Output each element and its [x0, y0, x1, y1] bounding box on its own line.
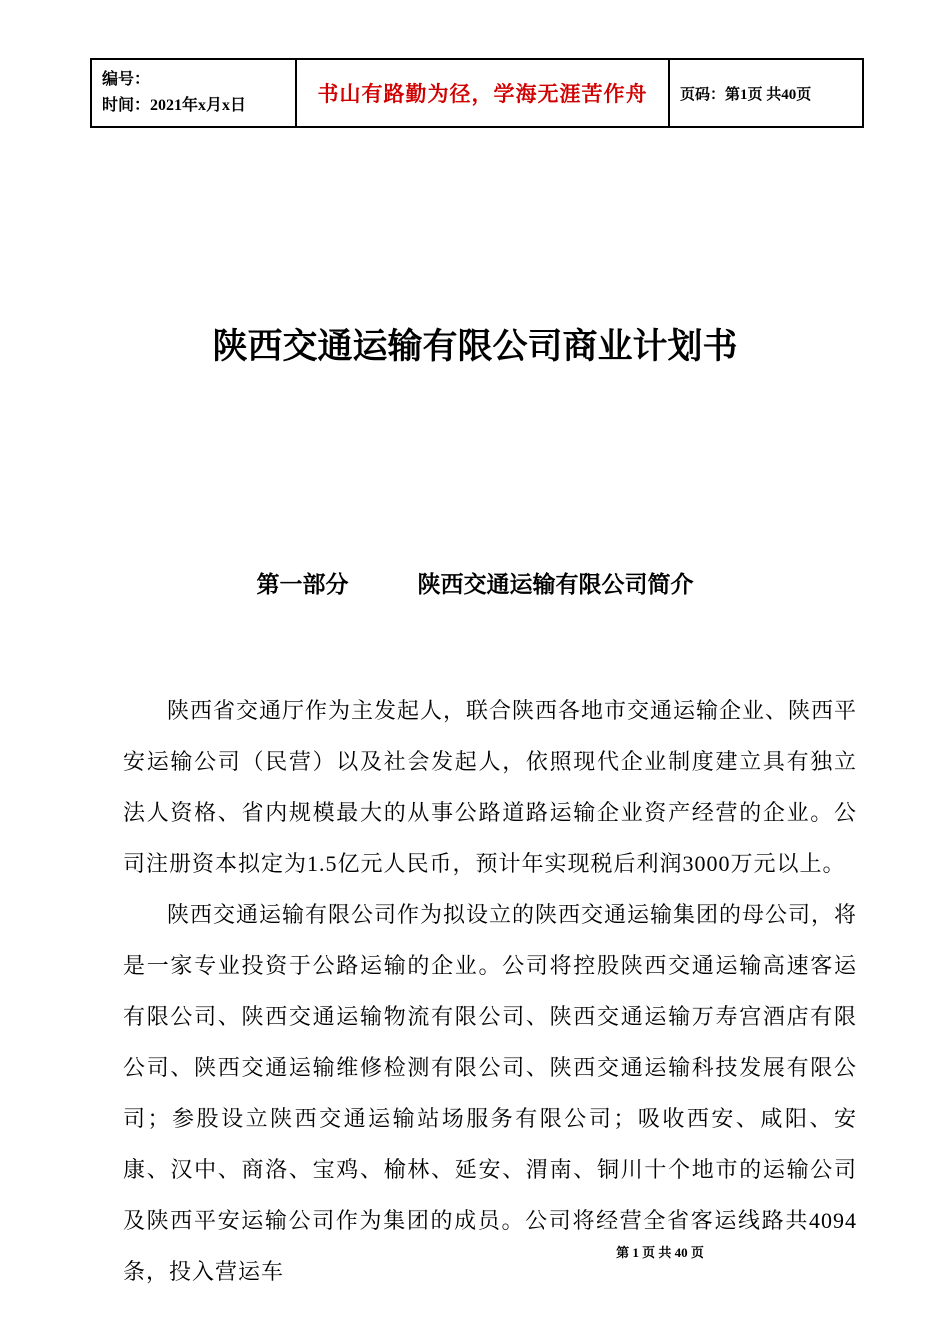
- page-footer: 第 1 页 共 40 页: [616, 1245, 704, 1260]
- body-paragraph-1: 陕西省交通厅作为主发起人，联合陕西各地市交通运输企业、陕西平安运输公司（民营）以及社会发起人，依照现代企业制度建立具有独立法人资格、省内规模最大的从事公路道路运输企业资产经营的企业。公司注册资本拟定为1.5亿元人民币，预计年实现税后利润3000万元以上。: [123, 698, 858, 876]
- header-time-label: 时间：2021年x月x日: [102, 97, 247, 114]
- header-page-cell: [669, 59, 863, 127]
- header-row: [91, 59, 863, 127]
- header-page-label: 页码：第1页 共40页: [680, 86, 812, 103]
- section-heading: 第一部分 陕西交通运输有限公司简介: [256, 571, 694, 597]
- header-motto-text: 书山有路勤为径，学海无涯苦作舟: [317, 82, 648, 106]
- document-body: [123, 685, 857, 1297]
- document-header-table: [90, 58, 864, 128]
- header-motto-cell: [296, 59, 669, 127]
- header-number-label: 编号：: [102, 71, 151, 88]
- document-title: 陕西交通运输有限公司商业计划书: [212, 327, 738, 366]
- header-meta-cell: [91, 59, 296, 127]
- body-paragraph-2: 陕西交通运输有限公司作为拟设立的陕西交通运输集团的母公司，将是一家专业投资于公路运输的企业。公司将控股陕西交通运输高速客运有限公司、陕西交通运输物流有限公司、陕西交通运输万寿宫酒店有限公司、陕西交通运输维修检测有限公司、陕西交通运输科技发展有限公司；参股设立陕西交通运输站场服务有限公司；吸收西安、咸阳、安康、汉中、商洛、宝鸡、榆林、延安、渭南、铜川十个地市的运输公司及陕西平安运输公司作为集团的成员。公司将经营全省客运线路共4094条，投入营运车: [123, 902, 858, 1284]
